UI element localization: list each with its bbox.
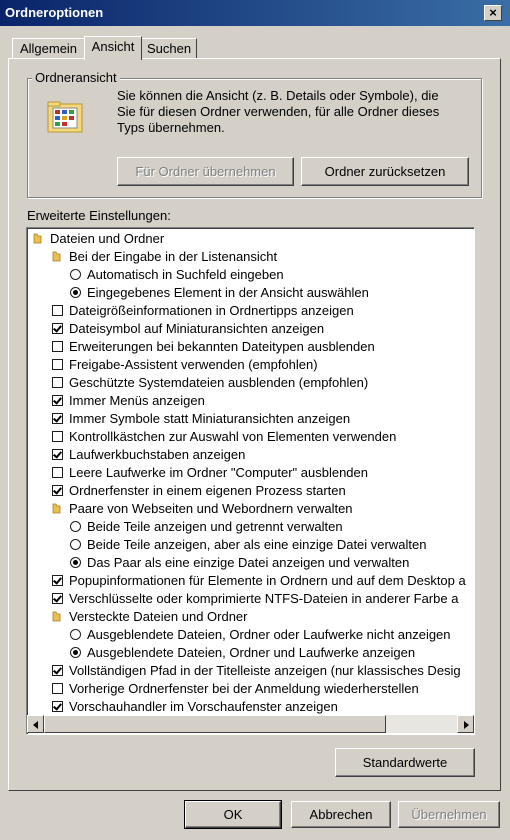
radio-button[interactable] bbox=[70, 557, 81, 568]
tree-row-checkbox[interactable] bbox=[27, 356, 475, 374]
tree-row-checkbox[interactable] bbox=[27, 374, 475, 392]
tree-item-label: Popupinformationen für Elemente in Ordnern und auf dem Desktop a bbox=[69, 573, 466, 588]
tree-item-label: Immer Symbole statt Miniaturansichten anzeigen bbox=[69, 411, 351, 426]
radio-button[interactable] bbox=[70, 539, 81, 550]
restore-defaults-label: Standardwerte bbox=[362, 755, 448, 770]
tab-allgemein[interactable]: Allgemein bbox=[12, 38, 85, 59]
checkbox[interactable] bbox=[52, 485, 63, 496]
tree-row-checkbox[interactable] bbox=[27, 590, 475, 608]
checkbox[interactable] bbox=[52, 413, 63, 424]
close-button[interactable] bbox=[484, 5, 502, 21]
tree-item-label: Immer Menüs anzeigen bbox=[69, 393, 205, 408]
checkbox[interactable] bbox=[52, 305, 63, 316]
tree-item-label: Bei der Eingabe in der Listenansicht bbox=[69, 249, 278, 264]
tree-row-checkbox[interactable] bbox=[27, 698, 475, 716]
tree-item-label: Kontrollkästchen zur Auswahl von Elementen verwenden bbox=[69, 429, 397, 444]
tree-item-label: Vollständigen Pfad in der Titelleiste anzeigen (nur klassisches Desig bbox=[69, 663, 461, 678]
arrow-left-icon bbox=[33, 721, 38, 729]
apply-label: Übernehmen bbox=[411, 807, 487, 822]
apply-button[interactable] bbox=[398, 801, 500, 828]
tab-suchen[interactable]: Suchen bbox=[141, 38, 197, 59]
checkbox[interactable] bbox=[52, 431, 63, 442]
tree-item-label: Versteckte Dateien und Ordner bbox=[69, 609, 248, 624]
reset-folders-label: Ordner zurücksetzen bbox=[324, 164, 446, 179]
tree-item-label: Ordnerfenster in einem eigenen Prozess starten bbox=[69, 483, 346, 498]
tree-item-label: Freigabe-Assistent verwenden (empfohlen) bbox=[69, 357, 318, 372]
radio-button[interactable] bbox=[70, 647, 81, 658]
checkbox[interactable] bbox=[52, 683, 63, 694]
tree-item-label: Verschlüsselte oder komprimierte NTFS-Dateien in anderer Farbe a bbox=[69, 591, 459, 606]
cancel-button[interactable] bbox=[291, 801, 391, 828]
tree-item-label: Automatisch in Suchfeld eingeben bbox=[87, 267, 284, 282]
tree-row-radio[interactable] bbox=[27, 518, 475, 536]
folder-view-label: Ordneransicht bbox=[32, 70, 120, 85]
radio-button[interactable] bbox=[70, 287, 81, 298]
reset-folders-button[interactable] bbox=[301, 157, 469, 186]
tree-item-label: Dateigrößeinformationen in Ordnertipps anzeigen bbox=[69, 303, 354, 318]
advanced-settings-label: Erweiterte Einstellungen: bbox=[27, 208, 171, 223]
cancel-label: Abbrechen bbox=[309, 807, 373, 822]
tree-row-folder bbox=[27, 608, 475, 626]
tree-item-label: Eingegebenes Element in der Ansicht auswählen bbox=[87, 285, 369, 300]
tree-item-label: Erweiterungen bei bekannten Dateitypen ausblenden bbox=[69, 339, 375, 354]
tree-item-label: Ausgeblendete Dateien, Ordner oder Laufwerke nicht anzeigen bbox=[87, 627, 451, 642]
tree-row-checkbox[interactable] bbox=[27, 338, 475, 356]
checkbox[interactable] bbox=[52, 701, 63, 712]
tree-row-radio[interactable] bbox=[27, 554, 475, 572]
folder-view-icon bbox=[44, 96, 86, 138]
tree-row-checkbox[interactable] bbox=[27, 392, 475, 410]
tree-row-checkbox[interactable] bbox=[27, 572, 475, 590]
tree-item-label: Vorherige Ordnerfenster bei der Anmeldung wiederherstellen bbox=[69, 681, 419, 696]
tree-item-label: Beide Teile anzeigen, aber als eine einzige Datei verwalten bbox=[87, 537, 427, 552]
tree-row-checkbox[interactable] bbox=[27, 302, 475, 320]
tree-row-radio[interactable] bbox=[27, 266, 475, 284]
tree-item-label: Paare von Webseiten und Webordnern verwalten bbox=[69, 501, 353, 516]
checkbox[interactable] bbox=[52, 467, 63, 478]
tree-row-checkbox[interactable] bbox=[27, 428, 475, 446]
tree-row-checkbox[interactable] bbox=[27, 662, 475, 680]
checkbox[interactable] bbox=[52, 359, 63, 370]
tree-item-label: Laufwerkbuchstaben anzeigen bbox=[69, 447, 246, 462]
tree-row-checkbox[interactable] bbox=[27, 446, 475, 464]
tree-item-label: Dateien und Ordner bbox=[50, 231, 165, 246]
folder-icon bbox=[52, 611, 61, 622]
checkbox[interactable] bbox=[52, 665, 63, 676]
ok-button[interactable] bbox=[185, 801, 281, 828]
tree-row-radio[interactable] bbox=[27, 284, 475, 302]
restore-defaults-button[interactable] bbox=[335, 748, 475, 777]
ok-label: OK bbox=[223, 807, 243, 822]
scroll-right-button[interactable] bbox=[457, 715, 474, 733]
arrow-right-icon bbox=[464, 721, 469, 729]
checkbox[interactable] bbox=[52, 449, 63, 460]
tree-item-label: Vorschauhandler im Vorschaufenster anzeigen bbox=[69, 699, 338, 714]
folder-icon bbox=[52, 503, 61, 514]
apply-to-folders-label: Für Ordner übernehmen bbox=[135, 164, 276, 179]
scroll-thumb[interactable] bbox=[44, 715, 386, 733]
window-title: Ordneroptionen bbox=[5, 5, 104, 20]
tree-row-checkbox[interactable] bbox=[27, 464, 475, 482]
checkbox[interactable] bbox=[52, 377, 63, 388]
tree-row-checkbox[interactable] bbox=[27, 680, 475, 698]
tree-item-label: Das Paar als eine einzige Datei anzeigen und verwalten bbox=[87, 555, 410, 570]
advanced-settings-tree[interactable] bbox=[26, 227, 475, 735]
tree-row-checkbox[interactable] bbox=[27, 482, 475, 500]
folder-view-description: Sie können die Ansicht (z. B. Details oder Symbole), die Sie für diesen Ordner verwenden, für alle Ordner dieses Typs übernehmen. bbox=[117, 88, 440, 135]
checkbox[interactable] bbox=[52, 323, 63, 334]
horizontal-scrollbar[interactable] bbox=[27, 715, 474, 733]
tree-row-radio[interactable] bbox=[27, 626, 475, 644]
folder-icon bbox=[33, 233, 42, 244]
close-icon: × bbox=[489, 5, 497, 20]
radio-button[interactable] bbox=[70, 629, 81, 640]
tree-row-folder bbox=[27, 500, 475, 518]
tree-item-label: Ausgeblendete Dateien, Ordner und Laufwerke anzeigen bbox=[87, 645, 416, 660]
radio-button[interactable] bbox=[70, 269, 81, 280]
tab-ansicht[interactable]: Ansicht bbox=[84, 36, 142, 60]
tree-item-label: Geschützte Systemdateien ausblenden (empfohlen) bbox=[69, 375, 369, 390]
checkbox[interactable] bbox=[52, 593, 63, 604]
checkbox[interactable] bbox=[52, 575, 63, 586]
title-bar bbox=[0, 0, 510, 26]
apply-to-folders-button[interactable] bbox=[117, 157, 294, 186]
tree-item-label: Dateisymbol auf Miniaturansichten anzeigen bbox=[69, 321, 325, 336]
tree-item-label: Leere Laufwerke im Ordner "Computer" ausblenden bbox=[69, 465, 368, 480]
scroll-left-button[interactable] bbox=[27, 715, 44, 733]
tree-item-label: Beide Teile anzeigen und getrennt verwalten bbox=[87, 519, 343, 534]
radio-button[interactable] bbox=[70, 521, 81, 532]
tree-row-radio[interactable] bbox=[27, 644, 475, 662]
tree-row-folder bbox=[27, 248, 475, 266]
tree-row-checkbox[interactable] bbox=[27, 410, 475, 428]
tree-row-folder bbox=[27, 230, 475, 248]
tree-row-radio[interactable] bbox=[27, 536, 475, 554]
checkbox[interactable] bbox=[52, 341, 63, 352]
checkbox[interactable] bbox=[52, 395, 63, 406]
folder-icon bbox=[52, 251, 61, 262]
tree-row-checkbox[interactable] bbox=[27, 320, 475, 338]
